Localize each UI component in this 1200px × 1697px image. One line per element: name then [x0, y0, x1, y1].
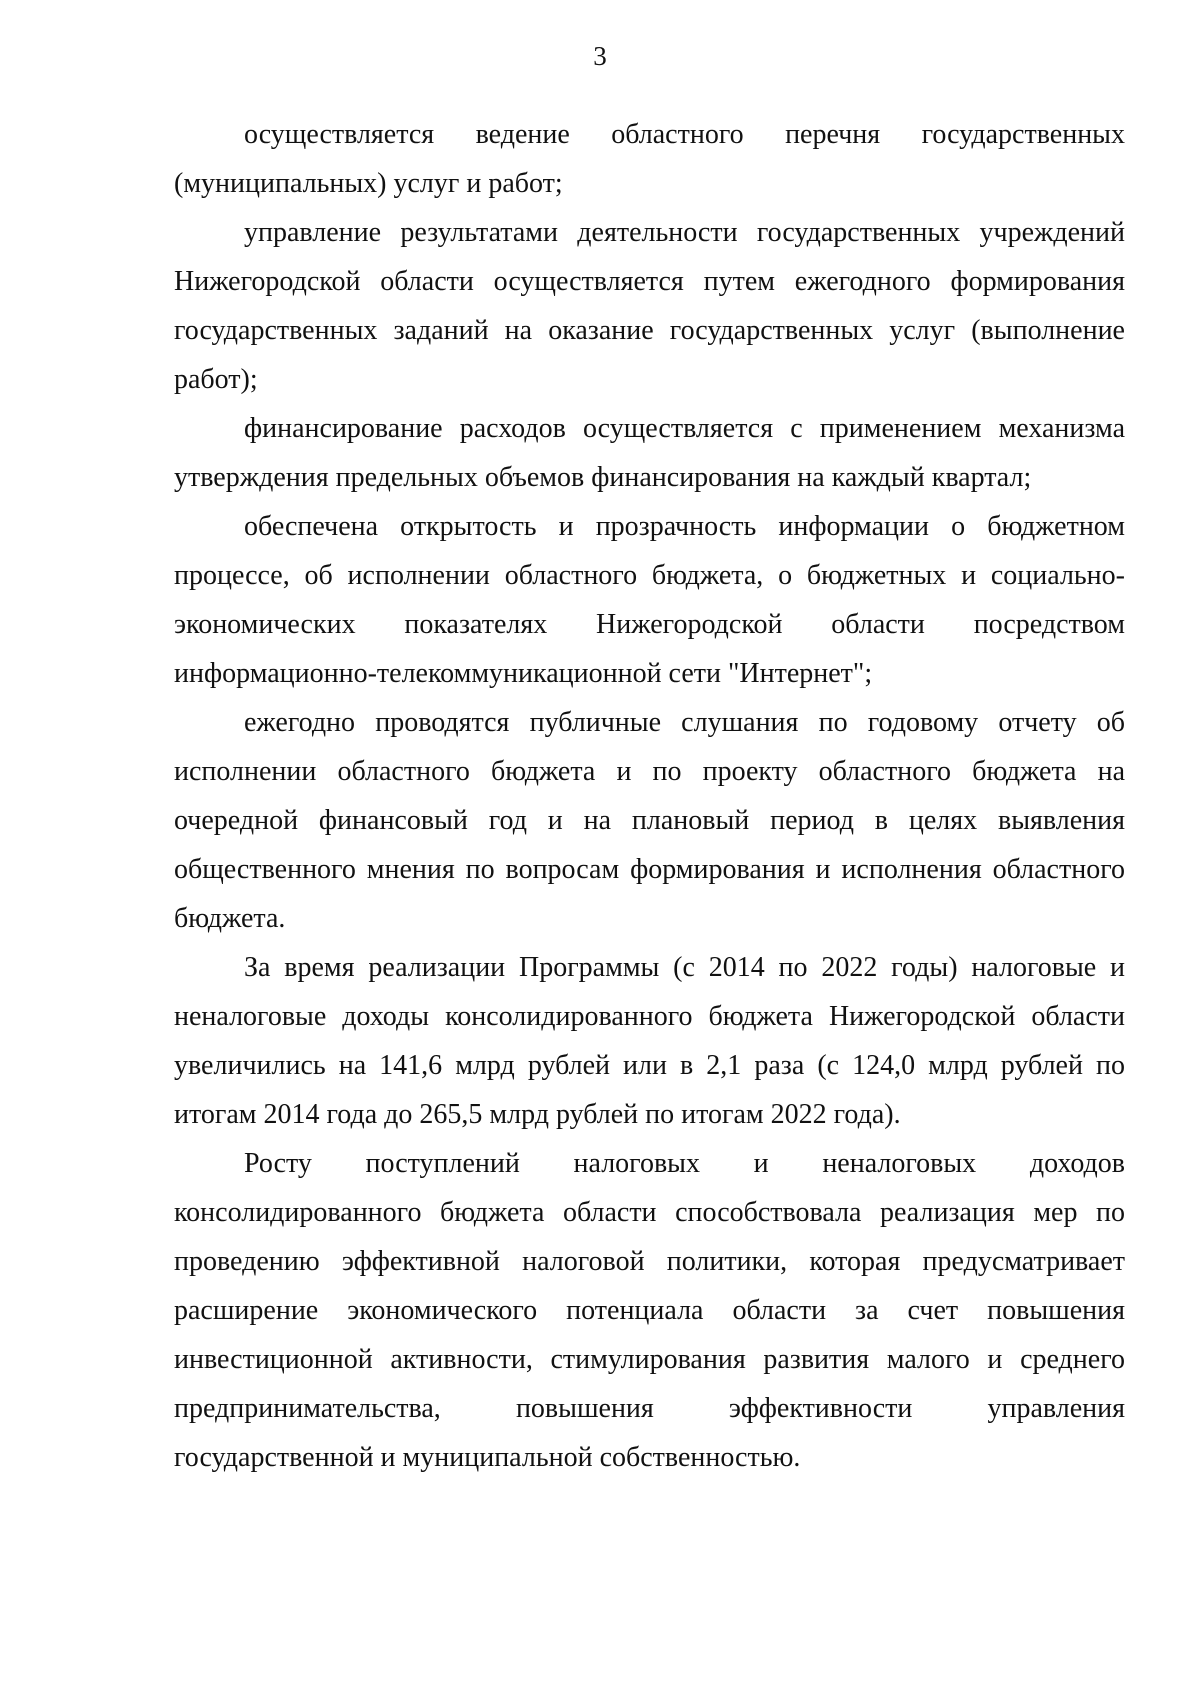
paragraph-public-hearings: ежегодно проводятся публичные слушания по годовому отчету об исполнении областного бюджета и по проекту областного бюджета на очередной финансовый год и на плановый период в целях выявления общественного мнения по вопросам формирования и исполнения областного бюджета. [174, 707, 1125, 934]
paragraph-transparency: обеспечена открытость и прозрачность информации о бюджетном процессе, об исполнении областного бюджета, о бюджетных и социально-экономических показателях Нижегородской области посредством информационно-телекоммуникационной сети "Интернет"; [174, 511, 1125, 689]
paragraph-performance-management: управление результатами деятельности государственных учреждений Нижегородской области осуществляется путем ежегодного формирования государственных заданий на оказание государственных услуг (выполнение работ); [174, 217, 1125, 395]
paragraph-registry: осуществляется ведение областного перечня государственных (муниципальных) услуг и работ; [174, 119, 1125, 199]
paragraph-financing: финансирование расходов осуществляется с применением механизма утверждения предельных объемов финансирования на каждый квартал; [174, 413, 1125, 493]
paragraph-tax-policy: Росту поступлений налоговых и неналоговых доходов консолидированного бюджета области способствовала реализация мер по проведению эффективной налоговой политики, которая предусматривает расширение экономического потенциала области за счет повышения инвестиционной активности, стимулирования развития малого и среднего предпринимательства, повышения эффективности управления государственной и муниципальной собственностью. [174, 1148, 1125, 1473]
page-number: 3 [593, 41, 607, 71]
document-body [174, 110, 1125, 1482]
paragraph-revenue-growth: За время реализации Программы (с 2014 по 2022 годы) налоговые и неналоговые доходы консолидированного бюджета Нижегородской области увеличились на 141,6 млрд рублей или в 2,1 раза (с 124,0 млрд рублей по итогам 2014 года до 265,5 млрд рублей по итогам 2022 года). [174, 952, 1125, 1130]
